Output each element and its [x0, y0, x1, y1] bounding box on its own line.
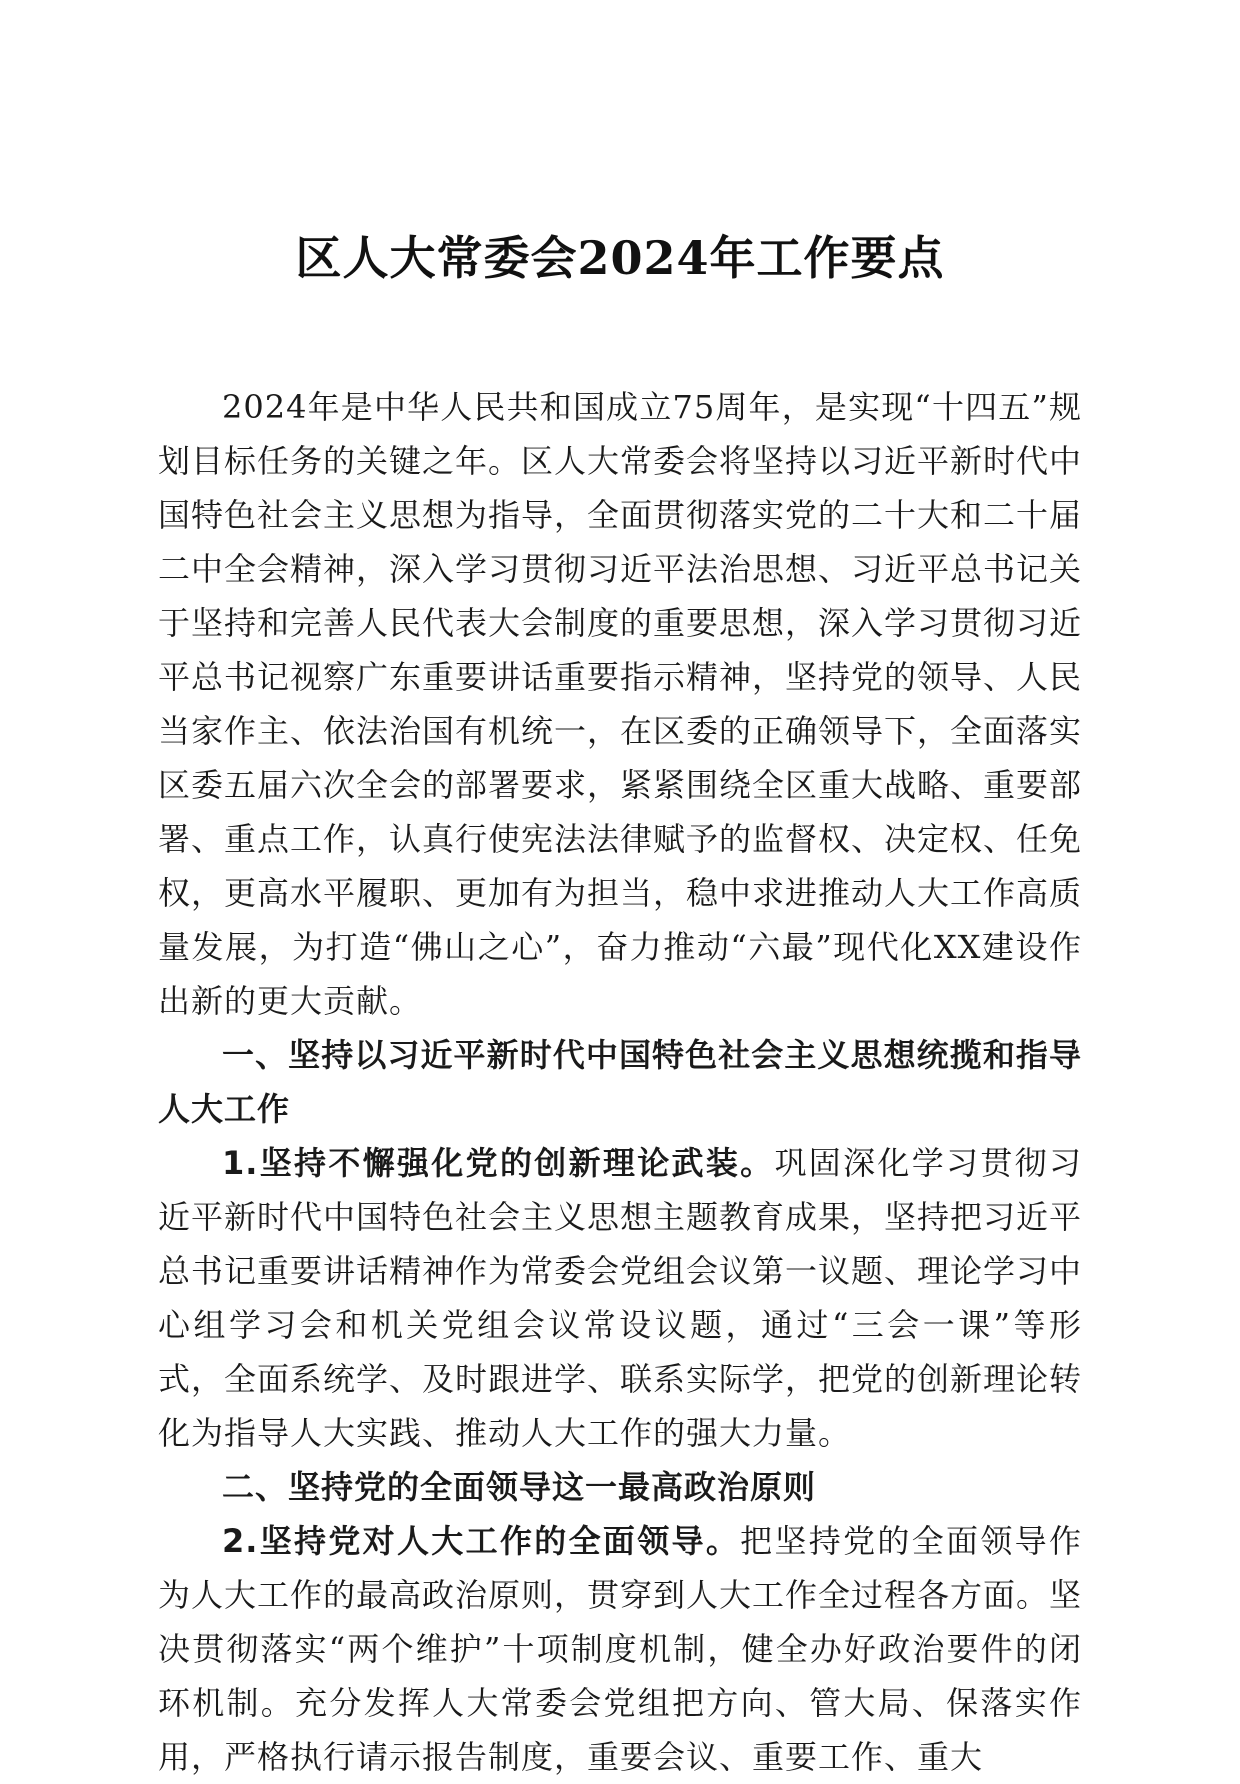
item-lead-2: 2.坚持党对人大工作的全面领导。 — [222, 1522, 741, 1560]
document-body — [158, 380, 1082, 1784]
item-paragraph-1 — [158, 1136, 1082, 1460]
item-text-1: 巩固深化学习贯彻习近平新时代中国特色社会主义思想主题教育成果，坚持把习近平总书记重要讲话精神作为常委会党组会议第一议题、理论学习中心组学习会和机关党组会议常设议题，通过“三会一课”等形式，全面系统学、及时跟进学、联系实际学，把党的创新理论转化为指导人大实践、推动人大工作的强大力量。 — [158, 1144, 1083, 1452]
item-lead-1: 1.坚持不懈强化党的创新理论武装。 — [222, 1144, 775, 1182]
document-title: 区人大常委会2024年工作要点 — [295, 231, 945, 285]
section-heading-1: 一、坚持以习近平新时代中国特色社会主义思想统揽和指导人大工作 — [158, 1036, 1082, 1128]
intro-paragraph: 2024年是中华人民共和国成立75周年，是实现“十四五”规划目标任务的关键之年。区人大常委会将坚持以习近平新时代中国特色社会主义思想为指导，全面贯彻落实党的二十大和二十届二中全会精神，深入学习贯彻习近平法治思想、习近平总书记关于坚持和完善人民代表大会制度的重要思想，深入学习贯彻习近平总书记视察广东重要讲话重要指示精神，坚持党的领导、人民当家作主、依法治国有机统一，在区委的正确领导下，全面落实区委五届六次全会的部署要求，紧紧围绕全区重大战略、重要部署、重点工作，认真行使宪法法律赋予的监督权、决定权、任免权，更高水平履职、更加有为担当，稳中求进推动人大工作高质量发展，为打造“佛山之心”，奋力推动“六最”现代化XX建设作出新的更大贡献。 — [158, 388, 1083, 1020]
section-heading-2: 二、坚持党的全面领导这一最高政治原则 — [222, 1468, 817, 1506]
item-text-2: 把坚持党的全面领导作为人大工作的最高政治原则，贯穿到人大工作全过程各方面。坚决贯彻落实“两个维护”十项制度机制，健全办好政治要件的闭环机制。充分发挥人大常委会党组把方向、管大局、保落实作用，严格执行请示报告制度，重要会议、重要工作、重大 — [158, 1522, 1083, 1776]
item-paragraph-2 — [158, 1514, 1082, 1784]
